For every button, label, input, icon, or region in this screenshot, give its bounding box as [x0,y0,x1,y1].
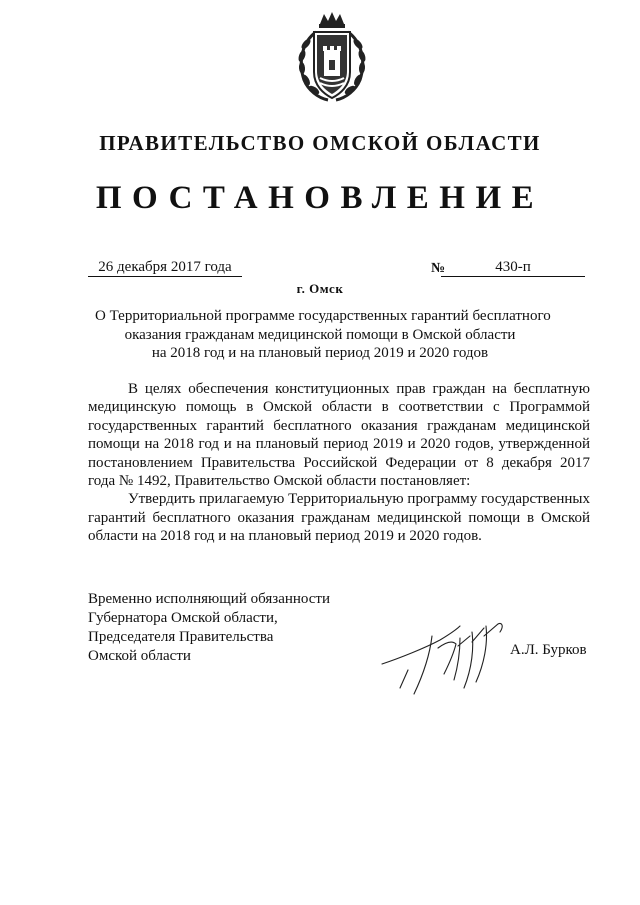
position-line: Временно исполняющий обязанности [88,591,331,607]
position-line: Омской области [88,648,191,664]
subject-line: на 2018 год и на плановый период 2019 и 2020 годов [151,345,489,361]
city-name: г. Омск [296,281,344,296]
position-line: Председателя Правительства [88,629,274,645]
subject-line: оказания гражданам медицинской помощи в Омской области [124,326,516,343]
subject-line: О Территориальной программе государственных гарантий бесплатного [95,308,551,324]
signer-name: А.Л. Бурков [510,642,587,658]
body-paragraph: В целях обеспечения конституционных прав граждан на бесплатную медицинскую помощь в Омской области в соответствии с Программой государственных гарантий бесплатного оказания гражданам медицинской помощи на 2018 год и на плановый период 2019 и 2020 годов, утвержденной постановлением Правительства Российской Федерации от 8 декабря 2017 года № 1492, Правительство Омской области постановляет: [88,381,590,490]
date-underline [88,276,242,277]
document-type-title: ПОСТАНОВЛЕНИЕ [95,180,545,216]
number-underline [441,276,585,277]
document-subject [95,307,551,363]
handwritten-signature [380,618,530,698]
document-body [88,380,590,546]
document-date: 26 декабря 2017 года [98,259,232,275]
number-sign: № [431,261,446,276]
body-paragraph: Утвердить прилагаемую Территориальную программу государственных гарантий бесплатного оказания гражданам медицинской помощи в Омской области на 2018 год и на плановый период 2019 и 2020 годов. [88,491,590,545]
document-number: 430-п [495,259,531,275]
government-name: ПРАВИТЕЛЬСТВО ОМСКОЙ ОБЛАСТИ [99,131,541,155]
coat-of-arms-icon [294,10,370,104]
position-line: Губернатора Омской области, [88,610,278,626]
signatory-position [88,590,330,666]
